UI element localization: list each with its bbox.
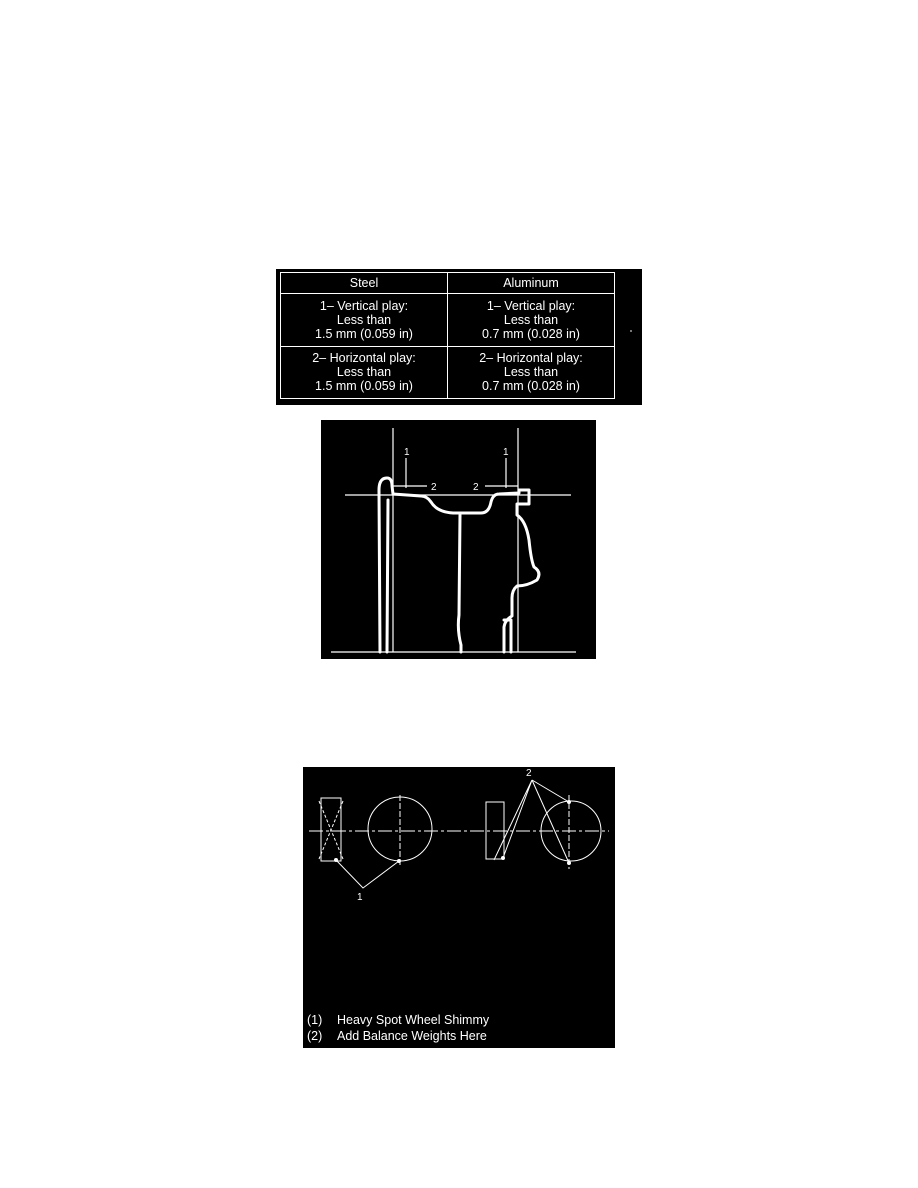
balance-drawing [303,767,615,1048]
runout-spec-table [280,272,615,399]
weight-marker [501,856,505,860]
profile-label-1-left: 1 [404,447,410,458]
wheel-rim-profile-figure [321,420,596,659]
table-header-row [281,273,615,294]
cell-line: 2– Horizontal play: [479,351,583,366]
heavy-spot-marker [397,859,401,863]
legend-item [307,1012,489,1028]
runout-spec-table-figure [276,269,642,405]
legend-text: Add Balance Weights Here [337,1029,487,1043]
table-cell [448,346,615,399]
legend-number: (1) [307,1013,323,1027]
profile-label-2-left: 2 [431,482,437,493]
table-row [281,346,615,399]
cell-line: 1.5 mm (0.059 in) [315,379,413,394]
profile-label-2-right: 2 [473,482,479,493]
legend-number: (2) [307,1029,323,1043]
heavy-spot-marker [334,858,338,862]
callout-leader [336,860,399,888]
profile-label-1-right: 1 [503,447,509,458]
callout-leader [494,780,569,863]
header-steel: Steel [281,273,448,294]
table-cell [281,346,448,399]
scan-speck [630,330,632,332]
figure-legend [307,1012,489,1044]
legend-item [307,1028,489,1044]
rim-inner-wall [387,500,388,652]
header-aluminum: Aluminum [448,273,615,294]
callout-label-2: 2 [526,768,532,779]
cell-line: 1.5 mm (0.059 in) [315,326,413,341]
cell-line: Less than [336,312,392,327]
callout-label-1: 1 [357,892,363,903]
weight-marker [567,800,571,804]
wheel-balance-figure [303,767,615,1048]
cell-line: 1– Vertical play: [319,298,409,313]
cell-line: 2– Horizontal play: [312,351,416,366]
cell-line: 0.7 mm (0.028 in) [482,379,580,394]
rim-profile-drawing [321,420,596,659]
cell-line: 0.7 mm (0.028 in) [482,326,580,341]
shimmy-path [319,801,343,859]
table-cell [448,294,615,347]
table-cell [281,294,448,347]
cell-line: Less than [503,365,559,380]
weight-marker [567,861,571,865]
cell-line: Less than [503,312,559,327]
legend-text: Heavy Spot Wheel Shimmy [337,1013,490,1027]
cell-line: 1– Vertical play: [486,298,576,313]
cell-line: Less than [336,365,392,380]
hub-line [458,515,461,652]
table-row [281,294,615,347]
